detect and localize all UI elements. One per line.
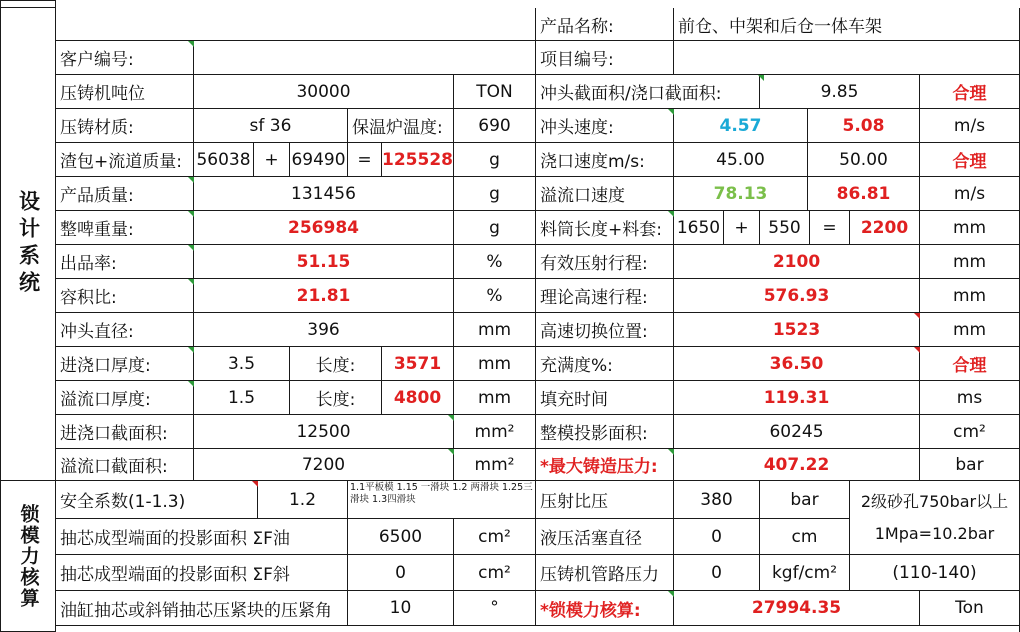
hs-stroke-value[interactable]: 576.93 (674, 279, 920, 313)
total-weight-label: 整啤重量: (56, 211, 194, 245)
comment-marker-icon (914, 347, 920, 353)
fill-label: 充满度%: (536, 347, 674, 381)
product-mass-unit: g (454, 177, 536, 211)
comment-marker-icon (188, 211, 194, 217)
gate-len-label: 长度: (290, 347, 382, 381)
furnace-temp-label: 保温炉温度: (348, 109, 454, 143)
yield-label: 出品率: (56, 245, 194, 279)
proj-area-unit: cm² (920, 415, 1020, 449)
comment-marker-icon (668, 591, 674, 597)
inj-ratio-label: 压射比压 (536, 481, 674, 519)
gate-speed-v2[interactable]: 50.00 (808, 143, 920, 177)
hs-switch-label: 高速切换位置: (536, 313, 674, 347)
notes-cell (850, 481, 1020, 555)
over-thk-label: 溢流口厚度: (56, 381, 194, 415)
sleeve-v2[interactable]: 550 (760, 211, 810, 245)
material-value[interactable]: sf 36 (194, 109, 348, 143)
gate-area-value[interactable]: 12500 (194, 415, 454, 449)
cell-empty[interactable] (56, 8, 536, 41)
comment-marker-icon (188, 347, 194, 353)
comment-marker-icon (668, 211, 674, 217)
over-len-value[interactable]: 4800 (382, 381, 454, 415)
product-mass-value[interactable]: 131456 (194, 177, 454, 211)
over-area-label: 溢流口截面积: (56, 449, 194, 481)
piston-value[interactable]: 0 (674, 519, 760, 555)
safety-note: 1.1平板模 1.15 一滑块 1.2 两滑块 1.25三滑块 1.3四滑块 (348, 481, 536, 519)
customer-no-value[interactable] (194, 41, 536, 75)
comment-marker-icon (448, 415, 454, 421)
project-no-value[interactable] (674, 41, 1020, 75)
section-design-label: 设计系统 (16, 190, 41, 298)
yield-value[interactable]: 51.15 (194, 245, 454, 279)
hs-switch-unit: mm (920, 313, 1020, 347)
slag-runner-unit: g (454, 143, 536, 177)
over-speed-unit: m/s (920, 177, 1020, 211)
bottom-strip (56, 626, 1020, 632)
proj-area-label: 整模投影面积: (536, 415, 674, 449)
comment-marker-icon (188, 41, 194, 47)
max-pressure-unit: bar (920, 449, 1020, 481)
machine-tonnage-label: 压铸机吨位 (56, 75, 194, 109)
gate-unit: mm (454, 347, 536, 381)
max-pressure-value[interactable]: 407.22 (674, 449, 920, 481)
pipe-unit: kgf/cm² (760, 555, 850, 591)
pipe-value[interactable]: 0 (674, 555, 760, 591)
over-speed-label: 溢流口速度 (536, 177, 674, 211)
equals-sign: = (348, 143, 382, 177)
core-slant-unit: cm² (454, 555, 536, 591)
over-len-label: 长度: (290, 381, 382, 415)
eff-stroke-label: 有效压射行程: (536, 245, 674, 279)
section-lock (0, 481, 56, 632)
pipe-label: 压铸机管路压力 (536, 555, 674, 591)
area-ratio-status: 合理 (920, 75, 1020, 109)
gate-speed-v1[interactable]: 45.00 (674, 143, 808, 177)
pressure-range: (110-140) (850, 555, 1020, 591)
furnace-temp-value[interactable]: 690 (454, 109, 536, 143)
total-weight-unit: g (454, 211, 536, 245)
over-speed-v2[interactable]: 86.81 (808, 177, 920, 211)
safety-label: 安全系数(1-1.3) (56, 481, 258, 519)
inj-ratio-unit: bar (760, 481, 850, 519)
plus-sign: + (254, 143, 290, 177)
plunger-speed-unit: m/s (920, 109, 1020, 143)
lock-force-label: *锁模力核算: (536, 591, 674, 626)
comment-marker-icon (668, 109, 674, 115)
area-ratio-label: 冲头截面积/浇口截面积: (536, 75, 760, 109)
safety-value[interactable]: 1.2 (258, 481, 348, 519)
lock-force-unit: Ton (920, 591, 1020, 626)
inj-ratio-value[interactable]: 380 (674, 481, 760, 519)
gate-area-unit: mm² (454, 415, 536, 449)
gate-area-label: 进浇口截面积: (56, 415, 194, 449)
sleeve-total[interactable]: 2200 (850, 211, 920, 245)
sleeve-unit: mm (920, 211, 1020, 245)
volume-ratio-label: 容积比: (56, 279, 194, 313)
lock-force-value[interactable]: 27994.35 (674, 591, 920, 626)
over-area-value[interactable]: 7200 (194, 449, 454, 481)
fill-time-label: 填充时间 (536, 381, 674, 415)
machine-tonnage-unit: TON (454, 75, 536, 109)
comment-marker-icon (914, 313, 920, 319)
volume-ratio-unit: % (454, 279, 536, 313)
customer-no-label: 客户编号: (56, 41, 194, 75)
gate-len-value[interactable]: 3571 (382, 347, 454, 381)
machine-tonnage-value[interactable]: 30000 (194, 75, 454, 109)
comment-marker-icon (252, 481, 258, 487)
eff-stroke-unit: mm (920, 245, 1020, 279)
slag-runner-label: 渣包+流道质量: (56, 143, 194, 177)
note-unit-conversion: 1Mpa=10.2bar (874, 523, 995, 543)
material-label: 压铸材质: (56, 109, 194, 143)
comment-marker-icon (188, 279, 194, 285)
yield-unit: % (454, 245, 536, 279)
volume-ratio-value[interactable]: 21.81 (194, 279, 454, 313)
cyl-angle-unit: ° (454, 591, 536, 626)
plunger-speed-label: 冲头速度: (536, 109, 674, 143)
product-mass-label: 产品质量: (56, 177, 194, 211)
proj-area-value[interactable]: 60245 (674, 415, 920, 449)
sleeve-v1[interactable]: 1650 (674, 211, 724, 245)
over-unit: mm (454, 381, 536, 415)
gate-thk-label: 进浇口厚度: (56, 347, 194, 381)
area-ratio-value[interactable]: 9.85 (760, 75, 920, 109)
over-speed-v1[interactable]: 78.13 (674, 177, 808, 211)
fill-value[interactable]: 36.50 (674, 347, 920, 381)
corner-cell (0, 0, 56, 8)
fill-status: 合理 (920, 347, 1020, 381)
core-slant-value[interactable]: 0 (348, 555, 454, 591)
runner-value[interactable]: 69490 (290, 143, 348, 177)
core-slant-label: 抽芯成型端面的投影面积 ΣF斜 (56, 555, 348, 591)
over-area-unit: mm² (454, 449, 536, 481)
hs-stroke-unit: mm (920, 279, 1020, 313)
core-oil-value[interactable]: 6500 (348, 519, 454, 555)
project-no-label: 项目编号: (536, 41, 674, 75)
sleeve-plus: + (724, 211, 760, 245)
piston-unit: cm (760, 519, 850, 555)
product-name-value[interactable]: 前仓、中架和后仓一体车架 (674, 8, 1020, 41)
cyl-angle-value[interactable]: 10 (348, 591, 454, 626)
gate-speed-label: 浇口速度m/s: (536, 143, 674, 177)
sleeve-label: 料筒长度+料套: (536, 211, 674, 245)
plunger-speed-v1[interactable]: 4.57 (674, 109, 808, 143)
comment-marker-icon (448, 449, 454, 455)
slag-value[interactable]: 56038 (194, 143, 254, 177)
piston-label: 液压活塞直径 (536, 519, 674, 555)
product-name-label: 产品名称: (536, 8, 674, 41)
plunger-speed-v2[interactable]: 5.08 (808, 109, 920, 143)
gate-speed-status: 合理 (920, 143, 1020, 177)
cyl-angle-label: 油缸抽芯或斜销抽芯压紧块的压紧角 (56, 591, 348, 626)
comment-marker-icon (188, 245, 194, 251)
max-pressure-label: *最大铸造压力: (536, 449, 674, 481)
core-oil-label: 抽芯成型端面的投影面积 ΣF油 (56, 519, 348, 555)
plunger-dia-value[interactable]: 396 (194, 313, 454, 347)
total-weight-value[interactable]: 256984 (194, 211, 454, 245)
note-sand-hole: 2级砂孔750bar以上 (860, 491, 1009, 511)
plunger-dia-label: 冲头直径: (56, 313, 194, 347)
over-thk-value[interactable]: 1.5 (194, 381, 290, 415)
hs-switch-value[interactable]: 1523 (674, 313, 920, 347)
comment-marker-icon (188, 177, 194, 183)
eff-stroke-value[interactable]: 2100 (674, 245, 920, 279)
comment-marker-icon (668, 449, 674, 455)
hs-stroke-label: 理论高速行程: (536, 279, 674, 313)
fill-time-value[interactable]: 119.31 (674, 381, 920, 415)
section-design (0, 8, 56, 481)
fill-time-unit: ms (920, 381, 1020, 415)
slag-runner-total[interactable]: 125528 (382, 143, 454, 177)
core-oil-unit: cm² (454, 519, 536, 555)
comment-marker-icon (188, 381, 194, 387)
section-lock-label: 锁模力核算 (17, 503, 40, 609)
comment-marker-icon (758, 75, 764, 81)
gate-thk-value[interactable]: 3.5 (194, 347, 290, 381)
plunger-dia-unit: mm (454, 313, 536, 347)
sleeve-equals: = (810, 211, 850, 245)
